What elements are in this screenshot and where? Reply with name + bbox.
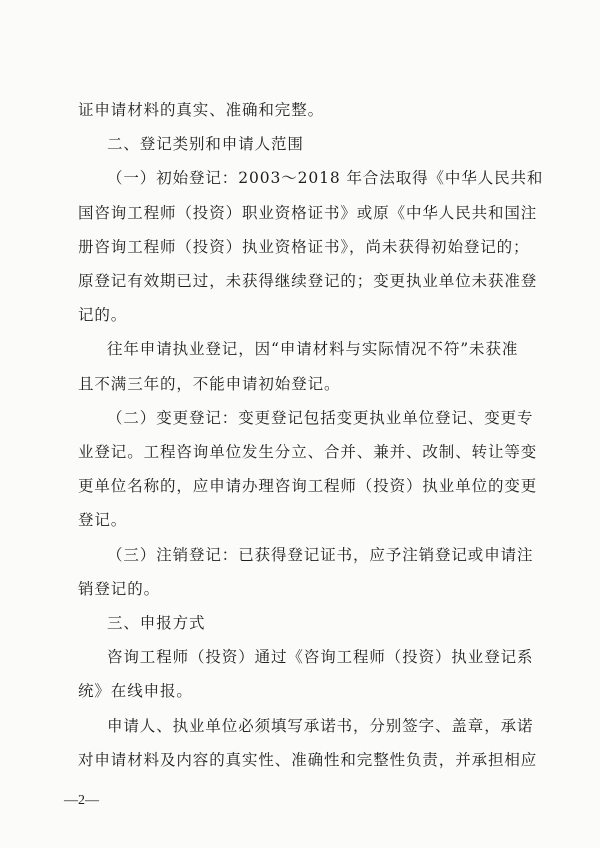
text-line: 证申请材料的真实、准确和完整。 <box>78 101 325 119</box>
text-line: 册咨询工程师（投资）执业资格证书》，尚未获得初始登记的； <box>78 238 530 256</box>
text-line: 记的。 <box>78 306 128 324</box>
text-line: （一）初始登记：2003～2018 年合法取得《中华人民共和 <box>107 169 544 187</box>
text-line: 对申请材料及内容的真实性、准确性和完整性负责，并承担相应 <box>78 751 538 769</box>
text-line: 原登记有效期已过，未获得继续登记的；变更执业单位未获准登 <box>78 272 538 290</box>
text-line: （二）变更登记：变更登记包括变更执业单位登记、变更专 <box>107 409 534 427</box>
text-line: 咨询工程师（投资）通过《咨询工程师（投资）执业登记系 <box>107 648 534 666</box>
text-line: 申请人、执业单位必须填写承诺书，分别签字、盖章，承诺 <box>107 717 534 735</box>
text-line: 登记。 <box>78 511 128 529</box>
text-line: 统》在线申报。 <box>78 682 193 700</box>
text-line: （三）注销登记：已获得登记证书，应予注销登记或申请注 <box>107 546 534 564</box>
text-line: 更单位名称的，应申请办理咨询工程师（投资）执业单位的变更 <box>78 477 538 495</box>
text-line: 往年申请执业登记，因“申请材料与实际情况不符”未获准 <box>107 340 519 358</box>
page-number: —2— <box>64 793 99 808</box>
text-line: 国咨询工程师（投资）职业资格证书》或原《中华人民共和国注 <box>78 204 538 222</box>
text-line: 销登记的。 <box>78 580 161 598</box>
section-heading: 二、登记类别和申请人范围 <box>107 135 304 153</box>
text-line: 且不满三年的，不能申请初始登记。 <box>78 375 341 393</box>
text-line: 业登记。工程咨询单位发生分立、合并、兼并、改制、转让等变 <box>78 443 538 461</box>
section-heading: 三、申报方式 <box>107 614 206 632</box>
